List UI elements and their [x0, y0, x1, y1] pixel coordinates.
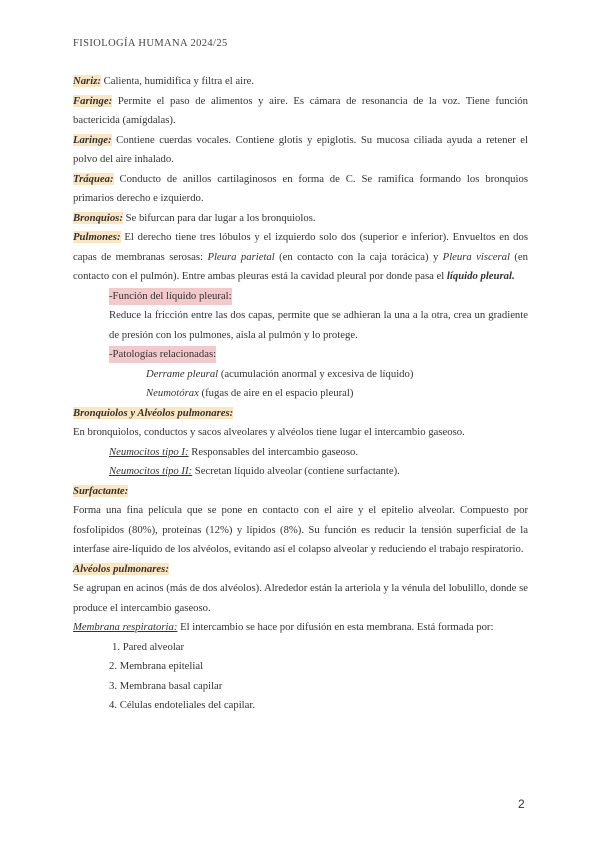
page-number: 2 — [518, 797, 525, 811]
membrana-list — [73, 638, 528, 716]
bronquiolos-text: En bronquiolos, conductos y sacos alveolares y alvéolos tiene lugar el intercambio gaseoso. — [73, 426, 465, 438]
traquea-term: Tráquea: — [73, 172, 114, 185]
pleura-visceral: Pleura visceral — [442, 250, 510, 263]
patologias-heading: -Patologías relacionadas: — [109, 346, 216, 363]
alveolos-term: Alvéolos pulmonares: — [73, 562, 169, 575]
nariz-paragraph — [73, 72, 528, 92]
membrana-text: El intercambio se hace por difusión en esta membrana. Está formada por: — [177, 621, 494, 633]
patologia-item-2 — [73, 384, 528, 404]
funcion-heading: -Función del líquido pleural: — [109, 288, 232, 305]
pleura-parietal: Pleura parietal — [207, 250, 275, 263]
pulmones-text-2: (en contacto con la caja torácica) y — [274, 250, 443, 263]
faringe-paragraph — [73, 92, 528, 131]
derrame-text: (acumulación anormal y excesiva de líquido) — [218, 367, 414, 380]
neumocitos-2-line — [73, 462, 528, 482]
neumocitos-1-text: Responsables del intercambio gaseoso. — [188, 445, 359, 458]
surfactante-heading-line — [73, 482, 528, 502]
derrame-term: Derrame pleural — [146, 367, 219, 380]
alveolos-heading-line — [73, 560, 528, 580]
list-item: 1. Pared alveolar — [112, 640, 185, 653]
list-item: 4. Células endoteliales del capilar. — [109, 699, 256, 711]
nariz-term: Nariz: — [73, 75, 101, 87]
bronquios-paragraph — [73, 209, 528, 229]
neumocitos-1-term: Neumocitos tipo I: — [109, 445, 189, 458]
alveolos-text: Se agrupan en acinos (más de dos alvéolos). Alrededor están la arteriola y la vénula del lobulillo, donde se produce el intercambio gaseoso. — [73, 582, 528, 614]
page-header: FISIOLOGÍA HUMANA 2024/25 — [73, 38, 228, 49]
liquido-pleural: líquido pleural. — [446, 270, 515, 282]
pulmones-paragraph — [73, 228, 528, 287]
neumocitos-1-line — [73, 443, 528, 463]
laringe-text: Contiene cuerdas vocales. Contiene glotis y epiglotis. Su mucosa ciliada ayuda a retener el polvo del aire inhalado. — [73, 133, 528, 165]
pulmones-text-3: (en contacto con el pulmón). Entre ambas pleuras está la cavidad pleural por donde pasa el — [73, 250, 528, 282]
funcion-section — [73, 287, 528, 365]
surfactante-term: Surfactante: — [73, 484, 129, 497]
neumocitos-2-text: Secretan líquido alveolar (contiene surfactante). — [192, 465, 400, 477]
membrana-line — [73, 618, 528, 638]
bronquios-text: Se bifurcan para dar lugar a los bronquiolos. — [122, 211, 316, 224]
bronquiolos-heading-line — [73, 404, 528, 424]
laringe-term: Laringe: — [73, 133, 112, 146]
patologia-item-1 — [73, 365, 528, 385]
funcion-text: Reduce la fricción entre las dos capas, permite que se adhieran la una a la otra, crea un gradiente de presión con los pulmones, aisla al pulmón y lo protege. — [109, 309, 528, 341]
bronquiolos-term: Bronquiolos y Alvéolos pulmonares: — [73, 406, 234, 419]
list-item: 2. Membrana epitelial — [109, 660, 204, 672]
pulmones-text-1: El derecho tiene tres lóbulos y el izquierdo solo dos (superior e inferior). Envueltos en dos capas de membranas serosas: — [73, 231, 528, 263]
surfactante-text: Forma una fina película que se pone en contacto con el aire y el epitelio alveolar. Compuesto por fosfolípidos (80%), proteínas (12%) y lípidos (8%). Su función es reducir la tensión superficial de la interfase aire-líquido de los alvéolos, evitando así el colapso alveolar y reduciendo el trabajo respiratorio. — [73, 504, 528, 555]
list-item: 3. Membrana basal capilar — [109, 679, 223, 692]
pulmones-term: Pulmones: — [73, 231, 121, 243]
faringe-term: Faringe: — [73, 94, 113, 107]
membrana-term: Membrana respiratoria: — [73, 621, 178, 633]
nariz-text: Calienta, humidifica y filtra el aire. — [100, 75, 255, 87]
neumotorax-term: Neumotórax — [146, 387, 199, 399]
laringe-paragraph — [73, 131, 528, 170]
neumotorax-text: (fugas de aire en el espacio pleural) — [198, 387, 354, 399]
traquea-text: Conducto de anillos cartilaginosos en forma de C. Se ramifica formando los bronquios primarios derecho e izquierdo. — [73, 172, 528, 204]
faringe-text: Permite el paso de alimentos y aire. Es cámara de resonancia de la voz. Tiene función bactericida (amígdalas). — [73, 94, 528, 126]
neumocitos-2-term: Neumocitos tipo II: — [109, 465, 193, 477]
document-body — [73, 72, 528, 716]
traquea-paragraph — [73, 170, 528, 209]
bronquios-term: Bronquios: — [73, 211, 123, 224]
